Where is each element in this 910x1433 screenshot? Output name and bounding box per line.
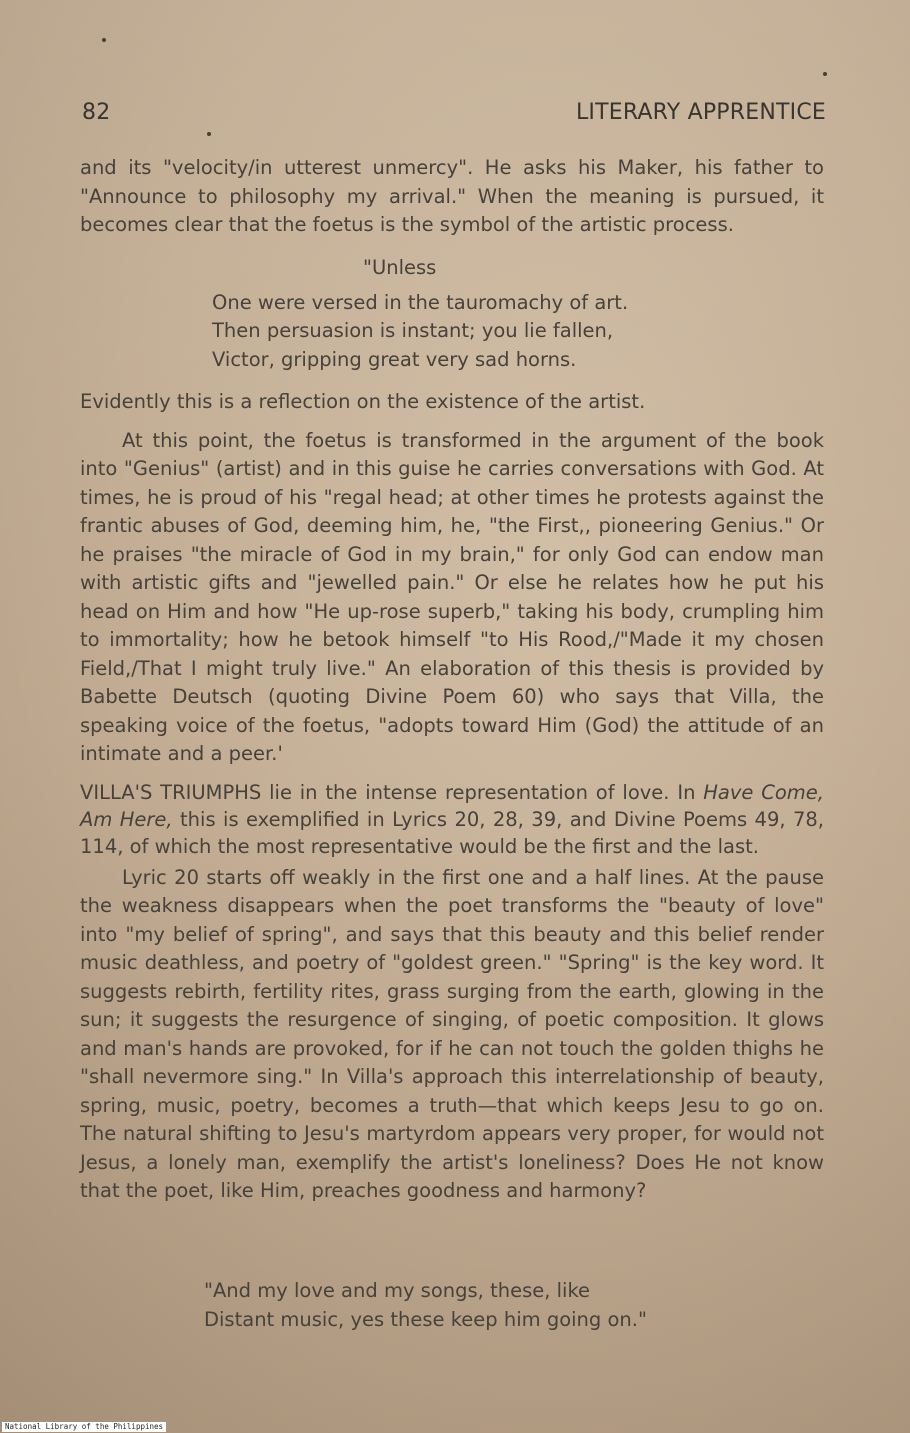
verse-line: One were versed in the tauromachy of art. <box>212 290 629 314</box>
body-text-block-1 <box>80 154 824 240</box>
paper-speck <box>102 38 106 42</box>
verse-line: "And my love and my songs, these, like <box>204 1279 591 1302</box>
paragraph-3: At this point, the foetus is transformed in the argument of the book into "Genius" (artist) and in this guise he carries conversations with God. At times, he is proud of his "regal head; at other times he protests against the frantic abuses of God, deeming him, he, "the First,, pioneering Genius." Or he praises "the miracle of God in my brain," for only God can endow man with artistic gifts and "jewelled pain." Or else he relates how he put his head on Him and how "He up-rose superb," taking his body, crumpling him to immortality; how he betook himself "to His Rood,/"Made it my chosen Field,/That I might truly live." An elaboration of this thesis is provided by Babette Deutsch (quoting Divine Poem 60) who says that Villa, the speaking voice of the foetus, "adopts toward Him (God) the attitude of an intimate and a peer.' <box>80 428 824 765</box>
paragraph-1: and its "velocity/in utterest unmercy". He asks his Maker, his father to "Announce to philosophy my arrival." When the meaning is pursued, it becomes clear that the foetus is the symbol of the artistic process. <box>80 156 824 236</box>
paragraph-5: Lyric 20 starts off weakly in the first one and a half lines. At the pause the weakness disappears when the poet transforms the "beauty of love" into "my belief of spring", and says that this beauty and this belief render music deathless, and poetry of "goldest green." "Spring" is the key word. It suggests rebirth, fertility rites, grass surging from the earth, glowing in the sun; it suggests the resurgence of singing, of poetic composition. It glows and man's hands are provoked, for if he can not touch the golden thighs he "shall nevermore sing." In Villa's approach this interrelationship of beauty, spring, music, poetry, becomes a truth—that which keeps Jesu to go on. The natural shifting to Jesu's martyrdom appears very proper, for would not Jesus, a lonely man, exemplify the artist's loneliness? Does He not know that the poet, like Him, preaches goodness and harmony? <box>80 865 824 1202</box>
verse-line: "Unless <box>363 256 437 279</box>
paragraph-4-lead: VILLA'S TRIUMPHS lie in the intense representation of love. In <box>80 780 704 804</box>
running-title: LITERARY APPRENTICE <box>575 100 826 125</box>
book-title: Have Come, Am Here, <box>80 780 824 831</box>
paragraph-4 <box>80 779 824 860</box>
paragraph-4-rest: this is exemplified in Lyrics 20, 28, 39, and Divine Poems 49, 78, 114, of which the most representative would be the first and the last. <box>80 807 824 858</box>
page-number: 82 <box>82 100 111 125</box>
library-credit: National Library of the Philippines <box>2 1422 166 1432</box>
verse-line: Distant music, yes these keep him going on." <box>204 1307 647 1331</box>
paper-speck <box>207 132 211 136</box>
body-text-block-2 <box>80 388 824 1206</box>
verse-quote-1 <box>212 254 628 374</box>
running-header <box>82 96 826 130</box>
verse-line: Then persuasion is instant; you lie fallen, <box>212 319 614 342</box>
verse-quote-2 <box>204 1277 647 1334</box>
verse-line: Victor, gripping great very sad horns. <box>212 347 577 371</box>
paragraph-2: Evidently this is a reflection on the existence of the artist. <box>80 390 646 413</box>
paper-speck <box>823 72 827 76</box>
